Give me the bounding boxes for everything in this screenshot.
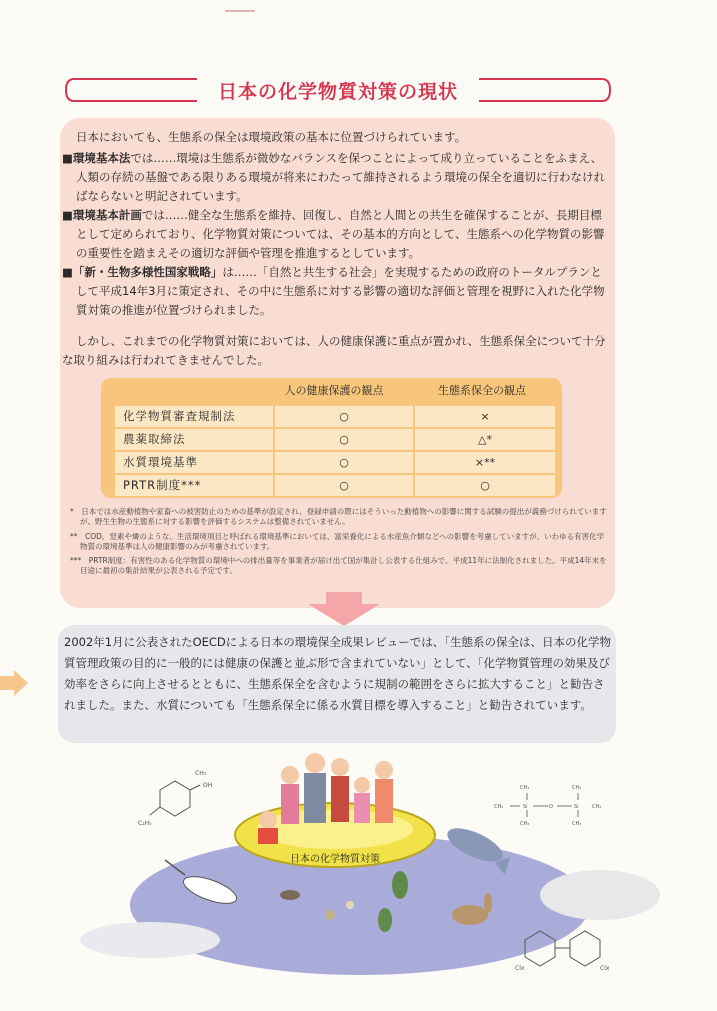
row-label: 水質環境基準 — [123, 455, 198, 469]
chem-right-label: Si — [574, 804, 579, 810]
bullet-basic-law: ■環境基本法では……環境は生態系が微妙なバランスを保つことによって成り立っていることをふまえ、人類の存続の基盤である限りある環境が将来にわたって維持されるよう環境の保全を適切に行わなければならないと明記されています。 — [62, 151, 605, 203]
chemical-structure-small — [150, 781, 200, 816]
top-decoration-line — [225, 10, 255, 12]
row-label: 化学物質審査規制法 — [123, 409, 236, 423]
cell-eco: ○ — [415, 475, 555, 496]
row-label: 農薬取締法 — [123, 432, 186, 446]
bullet-basic-plan-text: では……健全な生態系を維持、回復し、自然と人間との共生を確保することが、長期目標として定められており、化学物質対策については、その基本的方向として、生態系への化学物質の影響の重要性を踏まえその適切な評価や管理を推進するとしています。 — [76, 208, 605, 260]
bullet-basic-plan: ■環境基本計画では……健全な生態系を維持、回復し、自然と人間との共生を確保することが、長期目標として定められており、化学物質対策については、その基本的方向として、生態系への化学物質の影響の重要性を踏まえその適切な評価や管理を推進するとしています。 — [62, 208, 605, 260]
comparison-table — [101, 378, 562, 498]
cell-eco: ×** — [415, 452, 555, 473]
summary-text: しかし、これまでの化学物質対策においては、人の健康保護に重点が置かれ、生態系保全について十分な取り組みは行われてきませんでした。 — [62, 334, 606, 367]
chemical-structure-siloxane — [510, 793, 578, 817]
chem-right-label: CH₃ — [494, 804, 504, 810]
small-creature-icon — [280, 890, 300, 900]
down-arrow-icon — [304, 592, 384, 626]
header-health: 人の健康保護の観点 — [284, 384, 384, 397]
chem-right-label: CH₃ — [520, 785, 530, 791]
chem-bottom-label: Clx — [600, 965, 610, 972]
table-row — [115, 429, 555, 451]
cell-health: ○ — [275, 406, 413, 427]
chem-right-label: CH₃ — [572, 785, 582, 791]
chem-right-label: CH₃ — [592, 804, 602, 810]
header-eco: 生態系保全の観点 — [438, 384, 526, 397]
bullet-biodiversity-name: 「新・生物多様性国家戦略」 — [72, 265, 223, 279]
page-title: 日本の化学物質対策の現状 — [217, 81, 458, 103]
note-2: ** COD、窒素や燐のような、生活環境項目と呼ばれる環境基準においては、富栄養化による水産魚介類などへの影響を考慮していますが、いわゆる有害化学物質の環境基準は人の健康影響のみが考慮されています。 — [70, 532, 605, 551]
bullet-basic-law-text: では……環境は生態系が微妙なバランスを保つことによって成り立っていることをふまえ、人類の存続の基盤である限りある環境が将来にわたって維持されるよう環境の保全を適切に行わなければならないと明記されています。 — [76, 151, 605, 203]
side-arrow-icon — [0, 668, 30, 698]
chem-right-label: CH₃ — [572, 821, 582, 827]
note-1: * 日本では水産動植物や家畜への被害防止のための基準が設定され、登録申請の際にはそういった動植物への影響に関する試験の提出が義務づけられていますが、野生生物の生態系に対する影響を評価するシステムは整備されていません。 — [70, 507, 607, 526]
cell-health: ○ — [275, 475, 413, 496]
table-row — [115, 406, 555, 428]
cell-health: ○ — [275, 429, 413, 450]
table-row — [115, 475, 555, 497]
raft-label: 日本の化学物質対策 — [290, 854, 380, 865]
bullet-basic-plan-name: 環境基本計画 — [72, 208, 142, 222]
note-3: *** PRTR制度：有害性のある化学物質の環境中への排出量等を事業者が届け出て国が集計し公表する仕組みで、平成11年に法制化されました。平成14年末を目途に最初の集計結果が公表される予定です。 — [70, 556, 607, 575]
row-label: PRTR制度*** — [123, 478, 202, 492]
bullet-basic-law-name: 環境基本法 — [72, 151, 131, 165]
chem-right-label: CH₃ — [520, 821, 530, 827]
title-banner — [62, 75, 614, 105]
bullet-biodiversity: ■「新・生物多様性国家戦略」は……「自然と共生する社会」を実現するための政府のトータルプランとして平成14年3月に策定され、その中に生態系に対する影響の適切な評価と管理を視野に入れた化学物質対策の推進が位置づけられました。 — [62, 265, 605, 317]
cell-eco: △* — [415, 429, 555, 450]
small-creature-icon — [346, 901, 354, 909]
illustration — [0, 745, 717, 1005]
chem-small-label: OH — [203, 782, 213, 789]
chem-small-label: CH₃ — [195, 770, 207, 777]
cell-health: ○ — [275, 452, 413, 473]
oecd-text: 2002年1月に公表されたOECDによる日本の環境保全成果レビューでは、「生態系の保全は、日本の化学物質管理政策の目的に一般的には健康の保護と並ぶ形で含まれていない」として、「化学物質管理の効果及び効率をさらに向上させるとともに、生態系保全を含むように規制の範囲をさらに拡大すること」と勧告されました。また、水質についても「生態系保全に係る水質目標を導入すること」と勧告されています。 — [64, 635, 612, 712]
table-row — [115, 452, 555, 474]
bullet-biodiversity-text: は……「自然と共生する社会」を実現するための政府のトータルプランとして平成14年3月に策定され、その中に生態系に対する影響の適切な評価と管理を視野に入れた化学物質対策の推進が位置づけられました。 — [76, 265, 605, 317]
chem-small-label: C₂H₅ — [138, 820, 152, 827]
small-creature-icon — [325, 910, 335, 920]
chem-bottom-label: Clx — [515, 965, 525, 972]
chem-right-label: Si — [523, 804, 528, 810]
cell-eco: × — [415, 406, 555, 427]
intro-text: 日本においても、生態系の保全は環境政策の基本に位置づけられています。 — [76, 130, 467, 144]
chem-right-label: O — [549, 804, 553, 810]
